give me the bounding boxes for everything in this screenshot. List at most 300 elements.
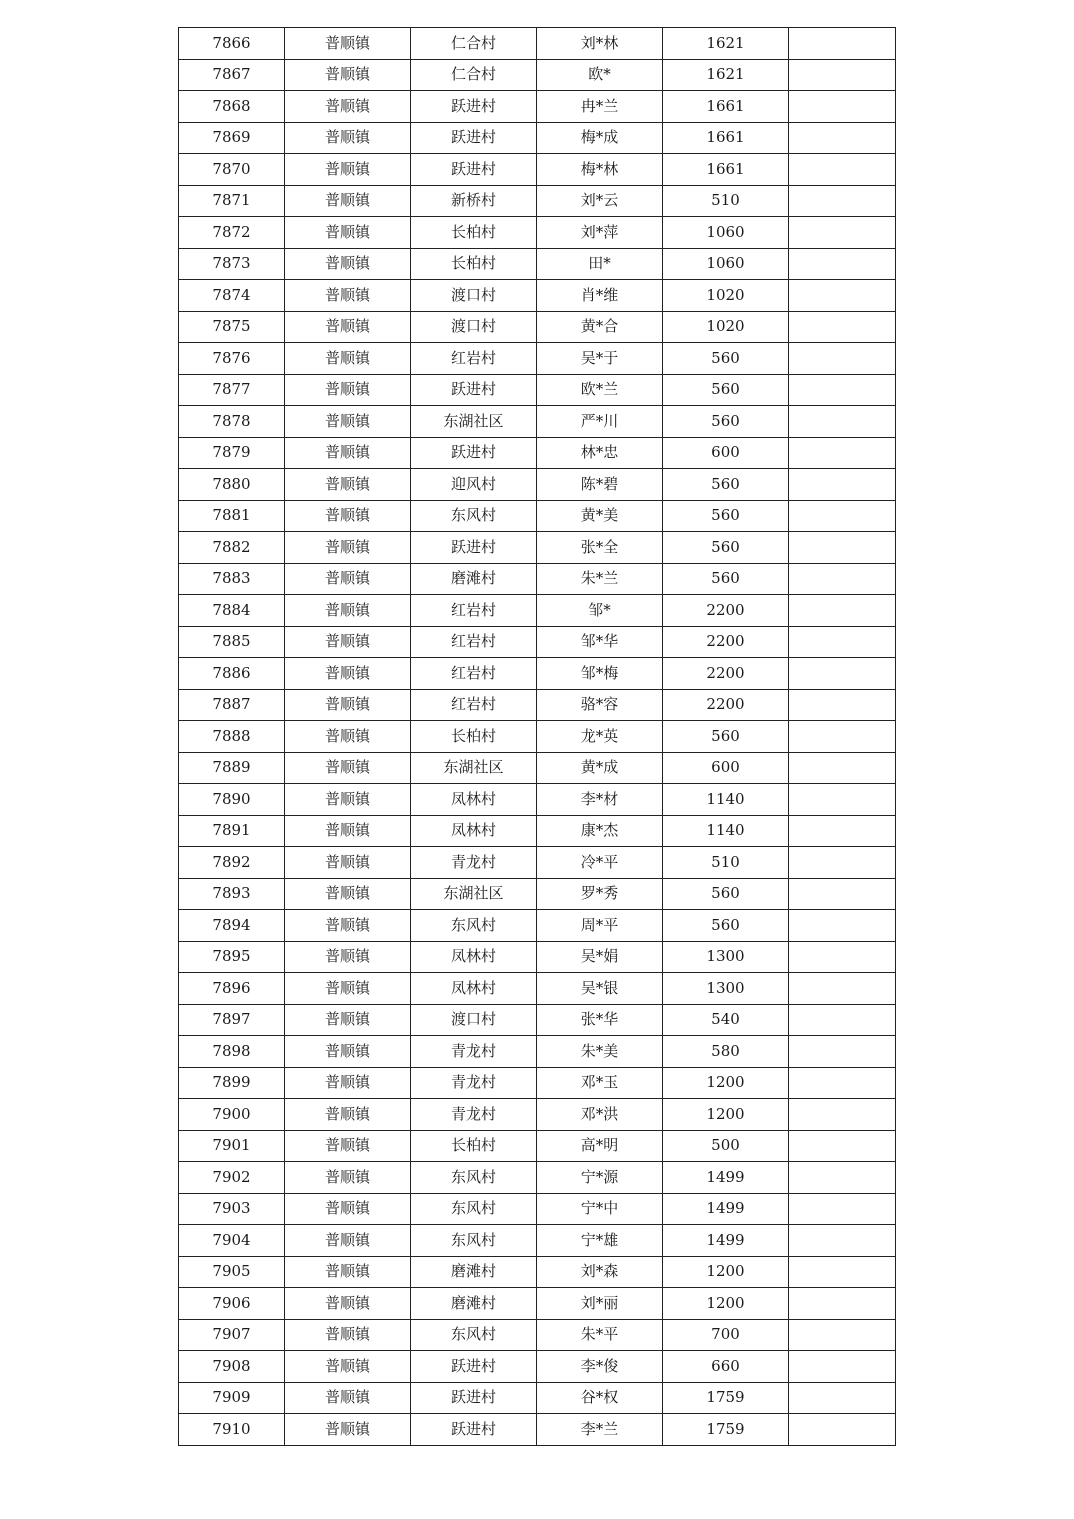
note-cell [789,878,896,910]
table-row [179,1004,896,1036]
name-cell: 宁*雄 [537,1225,663,1257]
table-row [179,941,896,973]
row-number-cell: 7892 [179,847,285,879]
table-row [179,595,896,627]
row-number-cell: 7889 [179,752,285,784]
row-number-cell: 7910 [179,1414,285,1446]
note-cell [789,1225,896,1257]
town-cell: 普顺镇 [285,154,411,186]
village-cell: 渡口村 [411,311,537,343]
name-cell: 刘*云 [537,185,663,217]
note-cell [789,910,896,942]
table-row [179,311,896,343]
name-cell: 黄*合 [537,311,663,343]
note-cell [789,658,896,690]
village-cell: 仁合村 [411,59,537,91]
amount-cell: 1661 [663,91,789,123]
name-cell: 张*华 [537,1004,663,1036]
village-cell: 磨滩村 [411,1288,537,1320]
note-cell [789,1414,896,1446]
village-cell: 东风村 [411,910,537,942]
table-row [179,878,896,910]
row-number-cell: 7899 [179,1067,285,1099]
village-cell: 长柏村 [411,1130,537,1162]
table-row [179,784,896,816]
village-cell: 仁合村 [411,28,537,60]
village-cell: 长柏村 [411,248,537,280]
table-row [179,91,896,123]
village-cell: 长柏村 [411,721,537,753]
town-cell: 普顺镇 [285,941,411,973]
town-cell: 普顺镇 [285,1351,411,1383]
amount-cell: 560 [663,721,789,753]
name-cell: 罗*秀 [537,878,663,910]
table-row [179,374,896,406]
village-cell: 凤林村 [411,815,537,847]
name-cell: 朱*美 [537,1036,663,1068]
table-row [179,1414,896,1446]
name-cell: 周*平 [537,910,663,942]
note-cell [789,532,896,564]
table-row [179,1256,896,1288]
note-cell [789,815,896,847]
village-cell: 长柏村 [411,217,537,249]
village-cell: 磨滩村 [411,563,537,595]
name-cell: 欧*兰 [537,374,663,406]
name-cell: 梅*林 [537,154,663,186]
village-cell: 迎风村 [411,469,537,501]
note-cell [789,469,896,501]
table-row [179,500,896,532]
row-number-cell: 7886 [179,658,285,690]
town-cell: 普顺镇 [285,469,411,501]
row-number-cell: 7880 [179,469,285,501]
note-cell [789,784,896,816]
amount-cell: 1020 [663,311,789,343]
note-cell [789,1319,896,1351]
note-cell [789,1351,896,1383]
town-cell: 普顺镇 [285,595,411,627]
town-cell: 普顺镇 [285,721,411,753]
note-cell [789,406,896,438]
amount-cell: 560 [663,500,789,532]
row-number-cell: 7877 [179,374,285,406]
row-number-cell: 7902 [179,1162,285,1194]
amount-cell: 540 [663,1004,789,1036]
town-cell: 普顺镇 [285,1288,411,1320]
town-cell: 普顺镇 [285,1004,411,1036]
town-cell: 普顺镇 [285,847,411,879]
amount-cell: 1020 [663,280,789,312]
amount-cell: 560 [663,469,789,501]
table-row [179,1130,896,1162]
name-cell: 骆*容 [537,689,663,721]
table-row [179,1288,896,1320]
village-cell: 跃进村 [411,122,537,154]
town-cell: 普顺镇 [285,59,411,91]
note-cell [789,280,896,312]
town-cell: 普顺镇 [285,1225,411,1257]
village-cell: 东湖社区 [411,878,537,910]
town-cell: 普顺镇 [285,437,411,469]
village-cell: 跃进村 [411,1351,537,1383]
table-row [179,1036,896,1068]
village-cell: 红岩村 [411,343,537,375]
table-row [179,406,896,438]
row-number-cell: 7897 [179,1004,285,1036]
name-cell: 欧* [537,59,663,91]
row-number-cell: 7868 [179,91,285,123]
row-number-cell: 7883 [179,563,285,595]
row-number-cell: 7908 [179,1351,285,1383]
name-cell: 谷*权 [537,1382,663,1414]
name-cell: 黄*成 [537,752,663,784]
table-row [179,280,896,312]
row-number-cell: 7894 [179,910,285,942]
village-cell: 跃进村 [411,374,537,406]
amount-cell: 1200 [663,1099,789,1131]
town-cell: 普顺镇 [285,311,411,343]
amount-cell: 1140 [663,815,789,847]
table-row [179,59,896,91]
amount-cell: 1300 [663,973,789,1005]
table-row [179,1099,896,1131]
row-number-cell: 7875 [179,311,285,343]
row-number-cell: 7906 [179,1288,285,1320]
village-cell: 东风村 [411,1193,537,1225]
table-row [179,815,896,847]
row-number-cell: 7909 [179,1382,285,1414]
note-cell [789,437,896,469]
table-row [179,1225,896,1257]
town-cell: 普顺镇 [285,28,411,60]
row-number-cell: 7907 [179,1319,285,1351]
row-number-cell: 7890 [179,784,285,816]
amount-cell: 2200 [663,626,789,658]
amount-cell: 2200 [663,689,789,721]
amount-cell: 1759 [663,1414,789,1446]
name-cell: 张*全 [537,532,663,564]
amount-cell: 500 [663,1130,789,1162]
town-cell: 普顺镇 [285,185,411,217]
village-cell: 红岩村 [411,689,537,721]
village-cell: 凤林村 [411,941,537,973]
table-row [179,658,896,690]
village-cell: 凤林村 [411,784,537,816]
table-row [179,910,896,942]
row-number-cell: 7882 [179,532,285,564]
row-number-cell: 7881 [179,500,285,532]
town-cell: 普顺镇 [285,1099,411,1131]
village-cell: 红岩村 [411,595,537,627]
amount-cell: 1060 [663,217,789,249]
note-cell [789,154,896,186]
amount-cell: 2200 [663,595,789,627]
amount-cell: 560 [663,878,789,910]
name-cell: 田* [537,248,663,280]
name-cell: 朱*平 [537,1319,663,1351]
table-row [179,563,896,595]
row-number-cell: 7893 [179,878,285,910]
name-cell: 黄*美 [537,500,663,532]
note-cell [789,28,896,60]
note-cell [789,122,896,154]
name-cell: 刘*丽 [537,1288,663,1320]
town-cell: 普顺镇 [285,406,411,438]
name-cell: 邹*华 [537,626,663,658]
town-cell: 普顺镇 [285,91,411,123]
amount-cell: 560 [663,343,789,375]
name-cell: 邹* [537,595,663,627]
name-cell: 肖*维 [537,280,663,312]
note-cell [789,941,896,973]
row-number-cell: 7905 [179,1256,285,1288]
town-cell: 普顺镇 [285,563,411,595]
village-cell: 青龙村 [411,1099,537,1131]
row-number-cell: 7901 [179,1130,285,1162]
village-cell: 东湖社区 [411,752,537,784]
amount-cell: 1661 [663,122,789,154]
row-number-cell: 7870 [179,154,285,186]
table-row [179,185,896,217]
table-row [179,154,896,186]
town-cell: 普顺镇 [285,1036,411,1068]
row-number-cell: 7867 [179,59,285,91]
row-number-cell: 7900 [179,1099,285,1131]
name-cell: 龙*英 [537,721,663,753]
town-cell: 普顺镇 [285,910,411,942]
subsidy-roster-table [178,27,896,1446]
row-number-cell: 7873 [179,248,285,280]
town-cell: 普顺镇 [285,1067,411,1099]
amount-cell: 560 [663,532,789,564]
village-cell: 跃进村 [411,91,537,123]
amount-cell: 1499 [663,1225,789,1257]
amount-cell: 1759 [663,1382,789,1414]
row-number-cell: 7904 [179,1225,285,1257]
note-cell [789,500,896,532]
table-row [179,973,896,1005]
note-cell [789,1004,896,1036]
name-cell: 宁*中 [537,1193,663,1225]
town-cell: 普顺镇 [285,280,411,312]
table-row [179,248,896,280]
name-cell: 林*忠 [537,437,663,469]
row-number-cell: 7896 [179,973,285,1005]
name-cell: 高*明 [537,1130,663,1162]
amount-cell: 600 [663,437,789,469]
village-cell: 凤林村 [411,973,537,1005]
name-cell: 朱*兰 [537,563,663,595]
amount-cell: 2200 [663,658,789,690]
row-number-cell: 7876 [179,343,285,375]
amount-cell: 580 [663,1036,789,1068]
row-number-cell: 7872 [179,217,285,249]
table-row [179,122,896,154]
note-cell [789,689,896,721]
town-cell: 普顺镇 [285,500,411,532]
note-cell [789,59,896,91]
amount-cell: 560 [663,374,789,406]
note-cell [789,91,896,123]
village-cell: 东风村 [411,1319,537,1351]
note-cell [789,1256,896,1288]
name-cell: 刘*萍 [537,217,663,249]
note-cell [789,721,896,753]
amount-cell: 1621 [663,28,789,60]
name-cell: 吴*银 [537,973,663,1005]
table-row [179,847,896,879]
row-number-cell: 7869 [179,122,285,154]
table-row [179,437,896,469]
note-cell [789,217,896,249]
name-cell: 宁*源 [537,1162,663,1194]
name-cell: 邹*梅 [537,658,663,690]
village-cell: 东湖社区 [411,406,537,438]
name-cell: 吴*于 [537,343,663,375]
row-number-cell: 7874 [179,280,285,312]
village-cell: 跃进村 [411,437,537,469]
name-cell: 冉*兰 [537,91,663,123]
amount-cell: 1200 [663,1067,789,1099]
table-row [179,1351,896,1383]
note-cell [789,185,896,217]
note-cell [789,1382,896,1414]
row-number-cell: 7878 [179,406,285,438]
village-cell: 跃进村 [411,154,537,186]
name-cell: 吴*娟 [537,941,663,973]
town-cell: 普顺镇 [285,343,411,375]
village-cell: 青龙村 [411,1036,537,1068]
town-cell: 普顺镇 [285,1193,411,1225]
village-cell: 东风村 [411,500,537,532]
row-number-cell: 7879 [179,437,285,469]
town-cell: 普顺镇 [285,752,411,784]
town-cell: 普顺镇 [285,1382,411,1414]
village-cell: 跃进村 [411,1382,537,1414]
note-cell [789,1036,896,1068]
amount-cell: 1661 [663,154,789,186]
village-cell: 红岩村 [411,658,537,690]
note-cell [789,973,896,1005]
town-cell: 普顺镇 [285,217,411,249]
note-cell [789,1162,896,1194]
village-cell: 东风村 [411,1162,537,1194]
note-cell [789,1067,896,1099]
name-cell: 邓*玉 [537,1067,663,1099]
town-cell: 普顺镇 [285,1162,411,1194]
amount-cell: 560 [663,910,789,942]
town-cell: 普顺镇 [285,878,411,910]
amount-cell: 600 [663,752,789,784]
village-cell: 渡口村 [411,280,537,312]
note-cell [789,374,896,406]
name-cell: 康*杰 [537,815,663,847]
amount-cell: 660 [663,1351,789,1383]
name-cell: 李*俊 [537,1351,663,1383]
table-row [179,1067,896,1099]
amount-cell: 1200 [663,1288,789,1320]
row-number-cell: 7888 [179,721,285,753]
note-cell [789,1099,896,1131]
town-cell: 普顺镇 [285,815,411,847]
village-cell: 跃进村 [411,1414,537,1446]
note-cell [789,626,896,658]
amount-cell: 1060 [663,248,789,280]
table-row [179,1193,896,1225]
table-row [179,721,896,753]
table-row [179,343,896,375]
village-cell: 渡口村 [411,1004,537,1036]
town-cell: 普顺镇 [285,626,411,658]
town-cell: 普顺镇 [285,658,411,690]
row-number-cell: 7871 [179,185,285,217]
amount-cell: 700 [663,1319,789,1351]
town-cell: 普顺镇 [285,784,411,816]
name-cell: 刘*森 [537,1256,663,1288]
roster-table-body [179,28,896,1446]
row-number-cell: 7887 [179,689,285,721]
row-number-cell: 7884 [179,595,285,627]
amount-cell: 510 [663,847,789,879]
name-cell: 李*兰 [537,1414,663,1446]
table-row [179,217,896,249]
note-cell [789,752,896,784]
table-row [179,626,896,658]
note-cell [789,1288,896,1320]
town-cell: 普顺镇 [285,1130,411,1162]
note-cell [789,595,896,627]
village-cell: 青龙村 [411,1067,537,1099]
table-row [179,752,896,784]
name-cell: 梅*成 [537,122,663,154]
amount-cell: 560 [663,406,789,438]
amount-cell: 1200 [663,1256,789,1288]
town-cell: 普顺镇 [285,689,411,721]
note-cell [789,1130,896,1162]
name-cell: 李*材 [537,784,663,816]
name-cell: 严*川 [537,406,663,438]
amount-cell: 1499 [663,1162,789,1194]
village-cell: 东风村 [411,1225,537,1257]
row-number-cell: 7895 [179,941,285,973]
table-row [179,532,896,564]
table-row [179,28,896,60]
table-row [179,1382,896,1414]
table-row [179,469,896,501]
town-cell: 普顺镇 [285,1319,411,1351]
town-cell: 普顺镇 [285,122,411,154]
village-cell: 红岩村 [411,626,537,658]
amount-cell: 560 [663,563,789,595]
row-number-cell: 7903 [179,1193,285,1225]
town-cell: 普顺镇 [285,973,411,1005]
row-number-cell: 7866 [179,28,285,60]
amount-cell: 1621 [663,59,789,91]
table-row [179,689,896,721]
name-cell: 冷*平 [537,847,663,879]
name-cell: 刘*林 [537,28,663,60]
town-cell: 普顺镇 [285,1256,411,1288]
note-cell [789,1193,896,1225]
name-cell: 陈*碧 [537,469,663,501]
note-cell [789,563,896,595]
note-cell [789,847,896,879]
village-cell: 青龙村 [411,847,537,879]
note-cell [789,343,896,375]
town-cell: 普顺镇 [285,1414,411,1446]
amount-cell: 510 [663,185,789,217]
